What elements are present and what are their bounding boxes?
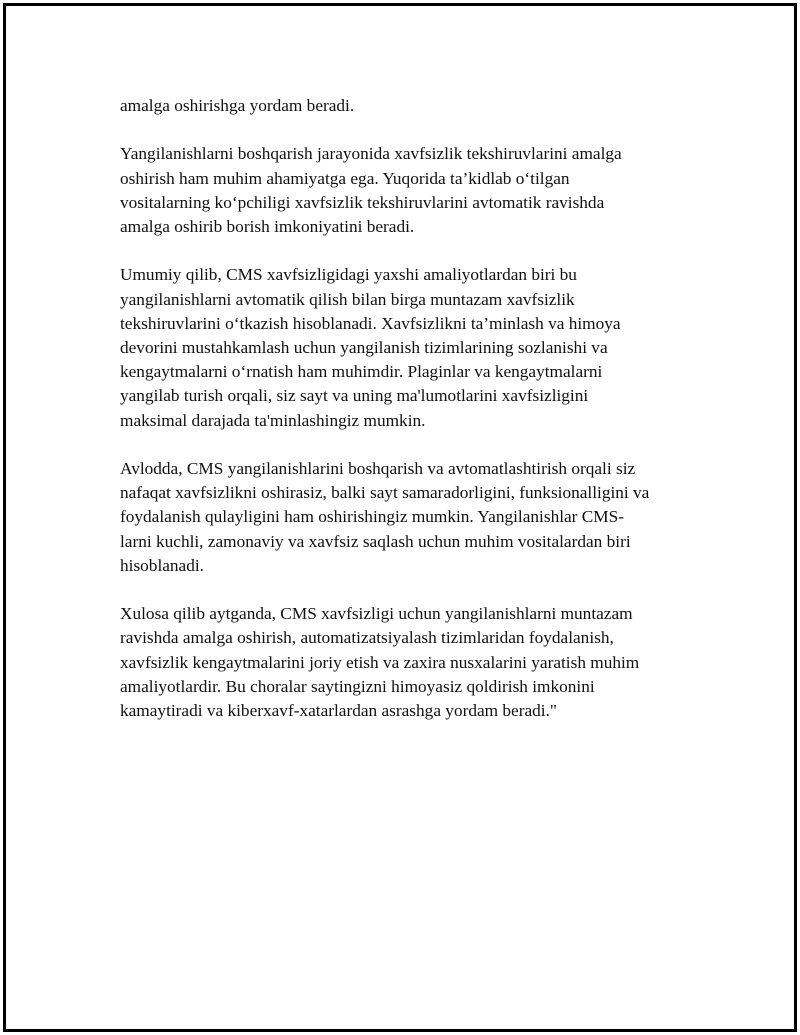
document-body: [120, 94, 700, 747]
paragraph-5: Xulosa qilib aytganda, CMS xavfsizligi uchun yangilanishlarni muntazam ravishda amalga oshirish, automatizatsiyalash tizimlaridan foydalanish, xavfsizlik kengaytmalarini joriy etish va zaxira nusxalarini yaratish muhim amaliyotlardir. Bu choralar saytingizni himoyasiz qoldirish imkonini kamaytiradi va kiberxavf-xatarlardan asrashga yordam beradi.": [120, 604, 640, 721]
paragraph-3: Umumiy qilib, CMS xavfsizligidagi yaxshi amaliyotlardan biri bu yangilanishlarni avtomatik qilish bilan birga muntazam xavfsizlik tekshiruvlarini o‘tkazish hisoblanadi. Xavfsizlikni ta’minlash va himoya devorini mustahkamlash uchun yangilanish tizimlarining sozlanishi va kengaytmalarni o‘rnatish ham muhimdir. Plaginlar va kengaytmalarni yangilab turish orqali, siz sayt va uning ma'lumotlarini xavfsizligini maksimal darajada ta'minlashingiz mumkin.: [120, 265, 621, 430]
paragraph-2: Yangilanishlarni boshqarish jarayonida xavfsizlik tekshiruvlarini amalga oshirish ham muhim ahamiyatga ega. Yuqorida ta’kidlab o‘tilgan vositalarning ko‘pchiligi xavfsizlik tekshiruvlarini avtomatik ravishda amalga oshirib borish imkoniyatini beradi.: [120, 144, 622, 236]
paragraph-1: amalga oshirishga yordam beradi.: [120, 96, 355, 115]
paragraph-4: Avlodda, CMS yangilanishlarini boshqarish va avtomatlashtirish orqali siz nafaqat xavfsizlikni oshirasiz, balki sayt samaradorligini, funksionalligini va foydalanish qulayligini ham oshirishingiz mumkin. Yangilanishlar CMS- larni kuchli, zamonaviy va xavfsiz saqlash uchun muhim vositalardan biri hisoblanadi.: [120, 459, 650, 575]
document-page: [3, 3, 797, 1032]
